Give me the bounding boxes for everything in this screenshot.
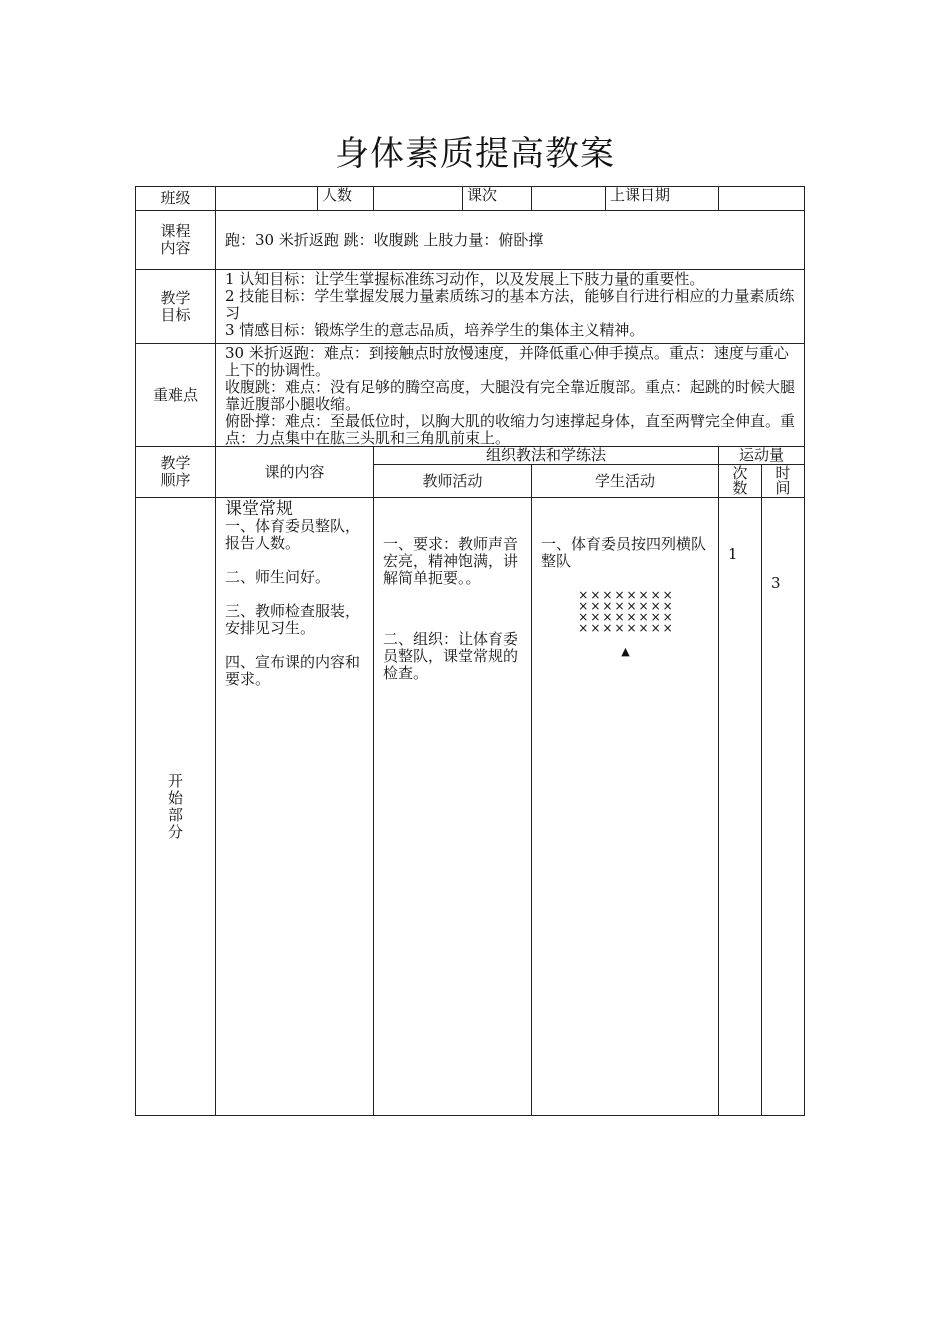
objectives-label-line1: 教学 bbox=[160, 288, 191, 307]
stage-char: 始 bbox=[167, 788, 183, 807]
stage-char: 部 bbox=[167, 805, 183, 824]
duration-value: 3 bbox=[761, 497, 805, 1116]
content-header: 课的内容 bbox=[215, 446, 374, 498]
formation-row: ×××××××× bbox=[578, 599, 675, 613]
class-label: 班级 bbox=[135, 186, 216, 211]
key-point-paragraph: 收腹跳：难点：没有足够的腾空高度，大腿没有完全靠近腹部。重点：起跳的时候大腿靠近腹部小腿收缩。 bbox=[225, 378, 796, 413]
student-activity-text: 一、体育委员按四列横队整队 bbox=[541, 535, 707, 570]
key-point-paragraph: 俯卧撑：难点：至最低位时，以胸大肌的收缩力匀速撑起身体，直至两臂完全伸直。重点：力点集中在肱三头肌和三角肌前束上。 bbox=[225, 412, 796, 447]
formation-diagram bbox=[541, 590, 712, 657]
key-points-label: 重难点 bbox=[135, 343, 216, 447]
content-item: 三、教师检查服装，安排见习生。 bbox=[225, 602, 361, 637]
key-points-text bbox=[215, 343, 805, 447]
teacher-header: 教师活动 bbox=[373, 464, 532, 498]
count-value bbox=[373, 186, 463, 211]
student-header: 学生活动 bbox=[531, 464, 719, 498]
teacher-item: 二、组织：让体育委员整队，课堂常规的检查。 bbox=[383, 630, 519, 682]
duration-header-line1: 时 bbox=[775, 464, 791, 482]
content-item: 四、宣布课的内容和要求。 bbox=[225, 653, 361, 688]
order-header-line2: 顺序 bbox=[160, 471, 191, 489]
start-student-cell bbox=[531, 497, 719, 1116]
course-content-label bbox=[135, 210, 216, 270]
start-content-cell bbox=[215, 497, 374, 1116]
times-header bbox=[718, 464, 762, 498]
content-item: 二、师生问好。 bbox=[225, 568, 331, 586]
objectives-text bbox=[215, 269, 805, 344]
start-teacher-cell bbox=[373, 497, 532, 1116]
times-value: 1 bbox=[718, 497, 762, 1116]
times-header-line2: 数 bbox=[732, 479, 748, 497]
objective-line: 2 技能目标：学生掌握发展力量素质练习的基本方法，能够自行进行相应的力量素质练习 bbox=[225, 287, 795, 322]
methods-header: 组织教法和学练法 bbox=[373, 446, 719, 465]
class-value bbox=[215, 186, 318, 211]
stage-char: 开 bbox=[167, 771, 183, 790]
course-content-text: 跑：30 米折返跑 跳：收腹跳 上肢力量：俯卧撑 bbox=[215, 210, 805, 270]
content-item: 一、体育委员整队，报告人数。 bbox=[225, 517, 361, 552]
times-header-line1: 次 bbox=[732, 464, 748, 482]
stage-char: 分 bbox=[167, 822, 183, 841]
course-content-label-line2: 内容 bbox=[160, 239, 191, 257]
key-point-paragraph: 30 米折返跑：难点：到接触点时放慢速度，并降低重心伸手摸点。重点：速度与重心上下的协调性。 bbox=[225, 344, 789, 379]
teacher-item: 一、要求：教师声音宏亮，精神饱满，讲解简单扼要。。 bbox=[383, 535, 519, 587]
formation-row: ×××××××× bbox=[578, 621, 675, 635]
lesson-value bbox=[531, 186, 606, 211]
objectives-label-line2: 目标 bbox=[160, 305, 191, 324]
duration-header bbox=[761, 464, 805, 498]
content-title: 课堂常规 bbox=[225, 499, 293, 519]
objective-line: 3 情感目标：锻炼学生的意志品质，培养学生的集体主义精神。 bbox=[225, 321, 645, 339]
date-value bbox=[718, 186, 805, 211]
objectives-label bbox=[135, 269, 216, 344]
duration-header-line2: 间 bbox=[775, 479, 791, 497]
objective-line: 1 认知目标：让学生掌握标准练习动作，以及发展上下肢力量的重要性。 bbox=[225, 270, 705, 288]
order-header-line1: 教学 bbox=[160, 454, 191, 472]
date-label: 上课日期 bbox=[605, 186, 719, 211]
load-header: 运动量 bbox=[718, 446, 805, 465]
formation-row: ×××××××× bbox=[578, 588, 675, 602]
formation-row: ×××××××× bbox=[578, 610, 675, 624]
teacher-marker-icon: ▲ bbox=[621, 645, 632, 658]
start-section-label bbox=[135, 497, 216, 1116]
order-header bbox=[135, 446, 216, 498]
course-content-label-line1: 课程 bbox=[160, 222, 191, 240]
count-label: 人数 bbox=[317, 186, 374, 211]
document-title: 身体素质提高教案 bbox=[335, 134, 615, 174]
lesson-label: 课次 bbox=[462, 186, 532, 211]
